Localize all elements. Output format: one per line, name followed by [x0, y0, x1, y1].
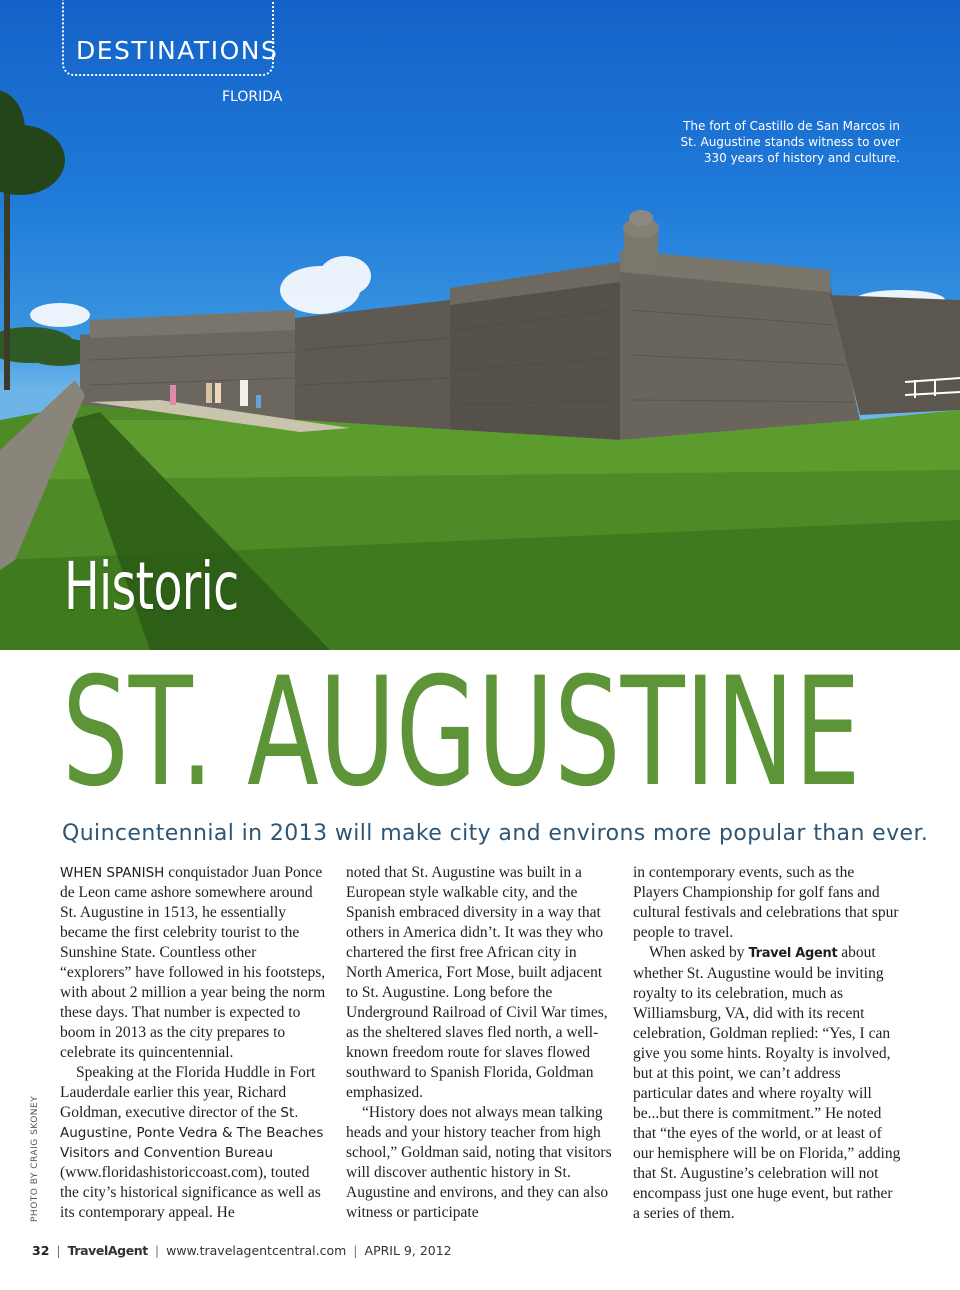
headline-title: ST. AUGUSTINE: [62, 646, 861, 820]
page-footer: 32 | TravelAgent | www.travelagentcentral.com | APRIL 9, 2012: [32, 1243, 452, 1258]
website-url: www.travelagentcentral.com: [166, 1243, 347, 1258]
col3-paragraph-1: in contemporary events, such as the Players Championship for golf fans and cultural festivals and celebrations that spur people to travel.: [633, 864, 899, 941]
page-number: 32: [32, 1243, 50, 1258]
fort-walls: [80, 210, 960, 440]
photo-caption: The fort of Castillo de San Marcos in St. Augustine stands witness to over 330 years of history and culture.: [680, 119, 900, 165]
bureau-name: St. Augustine, Ponte Vedra & The Beaches Visitors and Convention Bureau: [60, 1105, 324, 1161]
col1-paragraph-2: Speaking at the Florida Huddle in Fort Lauderdale earlier this year, Richard Goldman, executive director of the St. Augustine, Ponte Vedra & The Beaches Visitors and Convention Bureau (www.floridashistoriccoast.com), touted the city’s historical significance as well as its contemporary appeal. He: [60, 1064, 324, 1221]
photo-credit: PHOTO BY CRAIG SKONEY: [30, 1095, 40, 1222]
magazine-mention: Travel Agent: [748, 946, 838, 961]
column-3: [633, 863, 901, 1224]
magazine-name: TravelAgent: [67, 1243, 148, 1258]
col2-paragraph-1: noted that St. Augustine was built in a European style walkable city, and the Spanish embraced diversity in a way that others in America didn’t. It was they who chartered the first free African city in North America, Fort Mose, built adjacent to St. Augustine. Long before the Underground Railroad of Civil War times, as the sheltered slaves fled north, a well-known freedom route for slaves flowed southward to Spanish Florida, Goldman emphasized.: [346, 864, 608, 1101]
lead-in: WHEN SPANISH: [60, 865, 165, 881]
region-label: FLORIDA: [222, 89, 283, 105]
issue-date: APRIL 9, 2012: [364, 1243, 452, 1258]
column-1: [60, 863, 328, 1223]
headline-deck: Quincentennial in 2013 will make city and environs more popular than ever.: [62, 821, 929, 846]
col1-paragraph-1: WHEN SPANISH conquistador Juan Ponce de Leon came ashore somewhere around St. Augustine in 1513, he essentially became the first celebrity tourist to the Sunshine State. Countless other “explorers” have followed in his footsteps, with about 2 million a year being the norm these days. That number is expected to boom in 2013 as the city prepares to celebrate its quincentennial.: [60, 864, 326, 1061]
col3-paragraph-2: When asked by Travel Agent about whether St. Augustine would be inviting royalty to its celebration, much as Williamsburg, VA, did with its recent celebration, Goldman replied: “Yes, I can give you some hints. Royalty is involved, but at this point, we can’t address particular dates and where royalty will be...but there is commitment.” He noted that “the eyes of the world, or at least of our hemisphere will be on Florida,” adding that St. Augustine’s celebration will not encompass just one huge event, but rather a series of them.: [633, 944, 901, 1222]
col2-paragraph-2: “History does not always mean talking heads and your history teacher from high school,” Goldman said, noting that visitors will discover authentic history in St. Augustine and environs, and they can also witness or participate: [346, 1104, 612, 1221]
headline-kicker: Historic: [64, 548, 239, 625]
section-label: DESTINATIONS: [76, 36, 279, 65]
column-2: [346, 863, 614, 1223]
